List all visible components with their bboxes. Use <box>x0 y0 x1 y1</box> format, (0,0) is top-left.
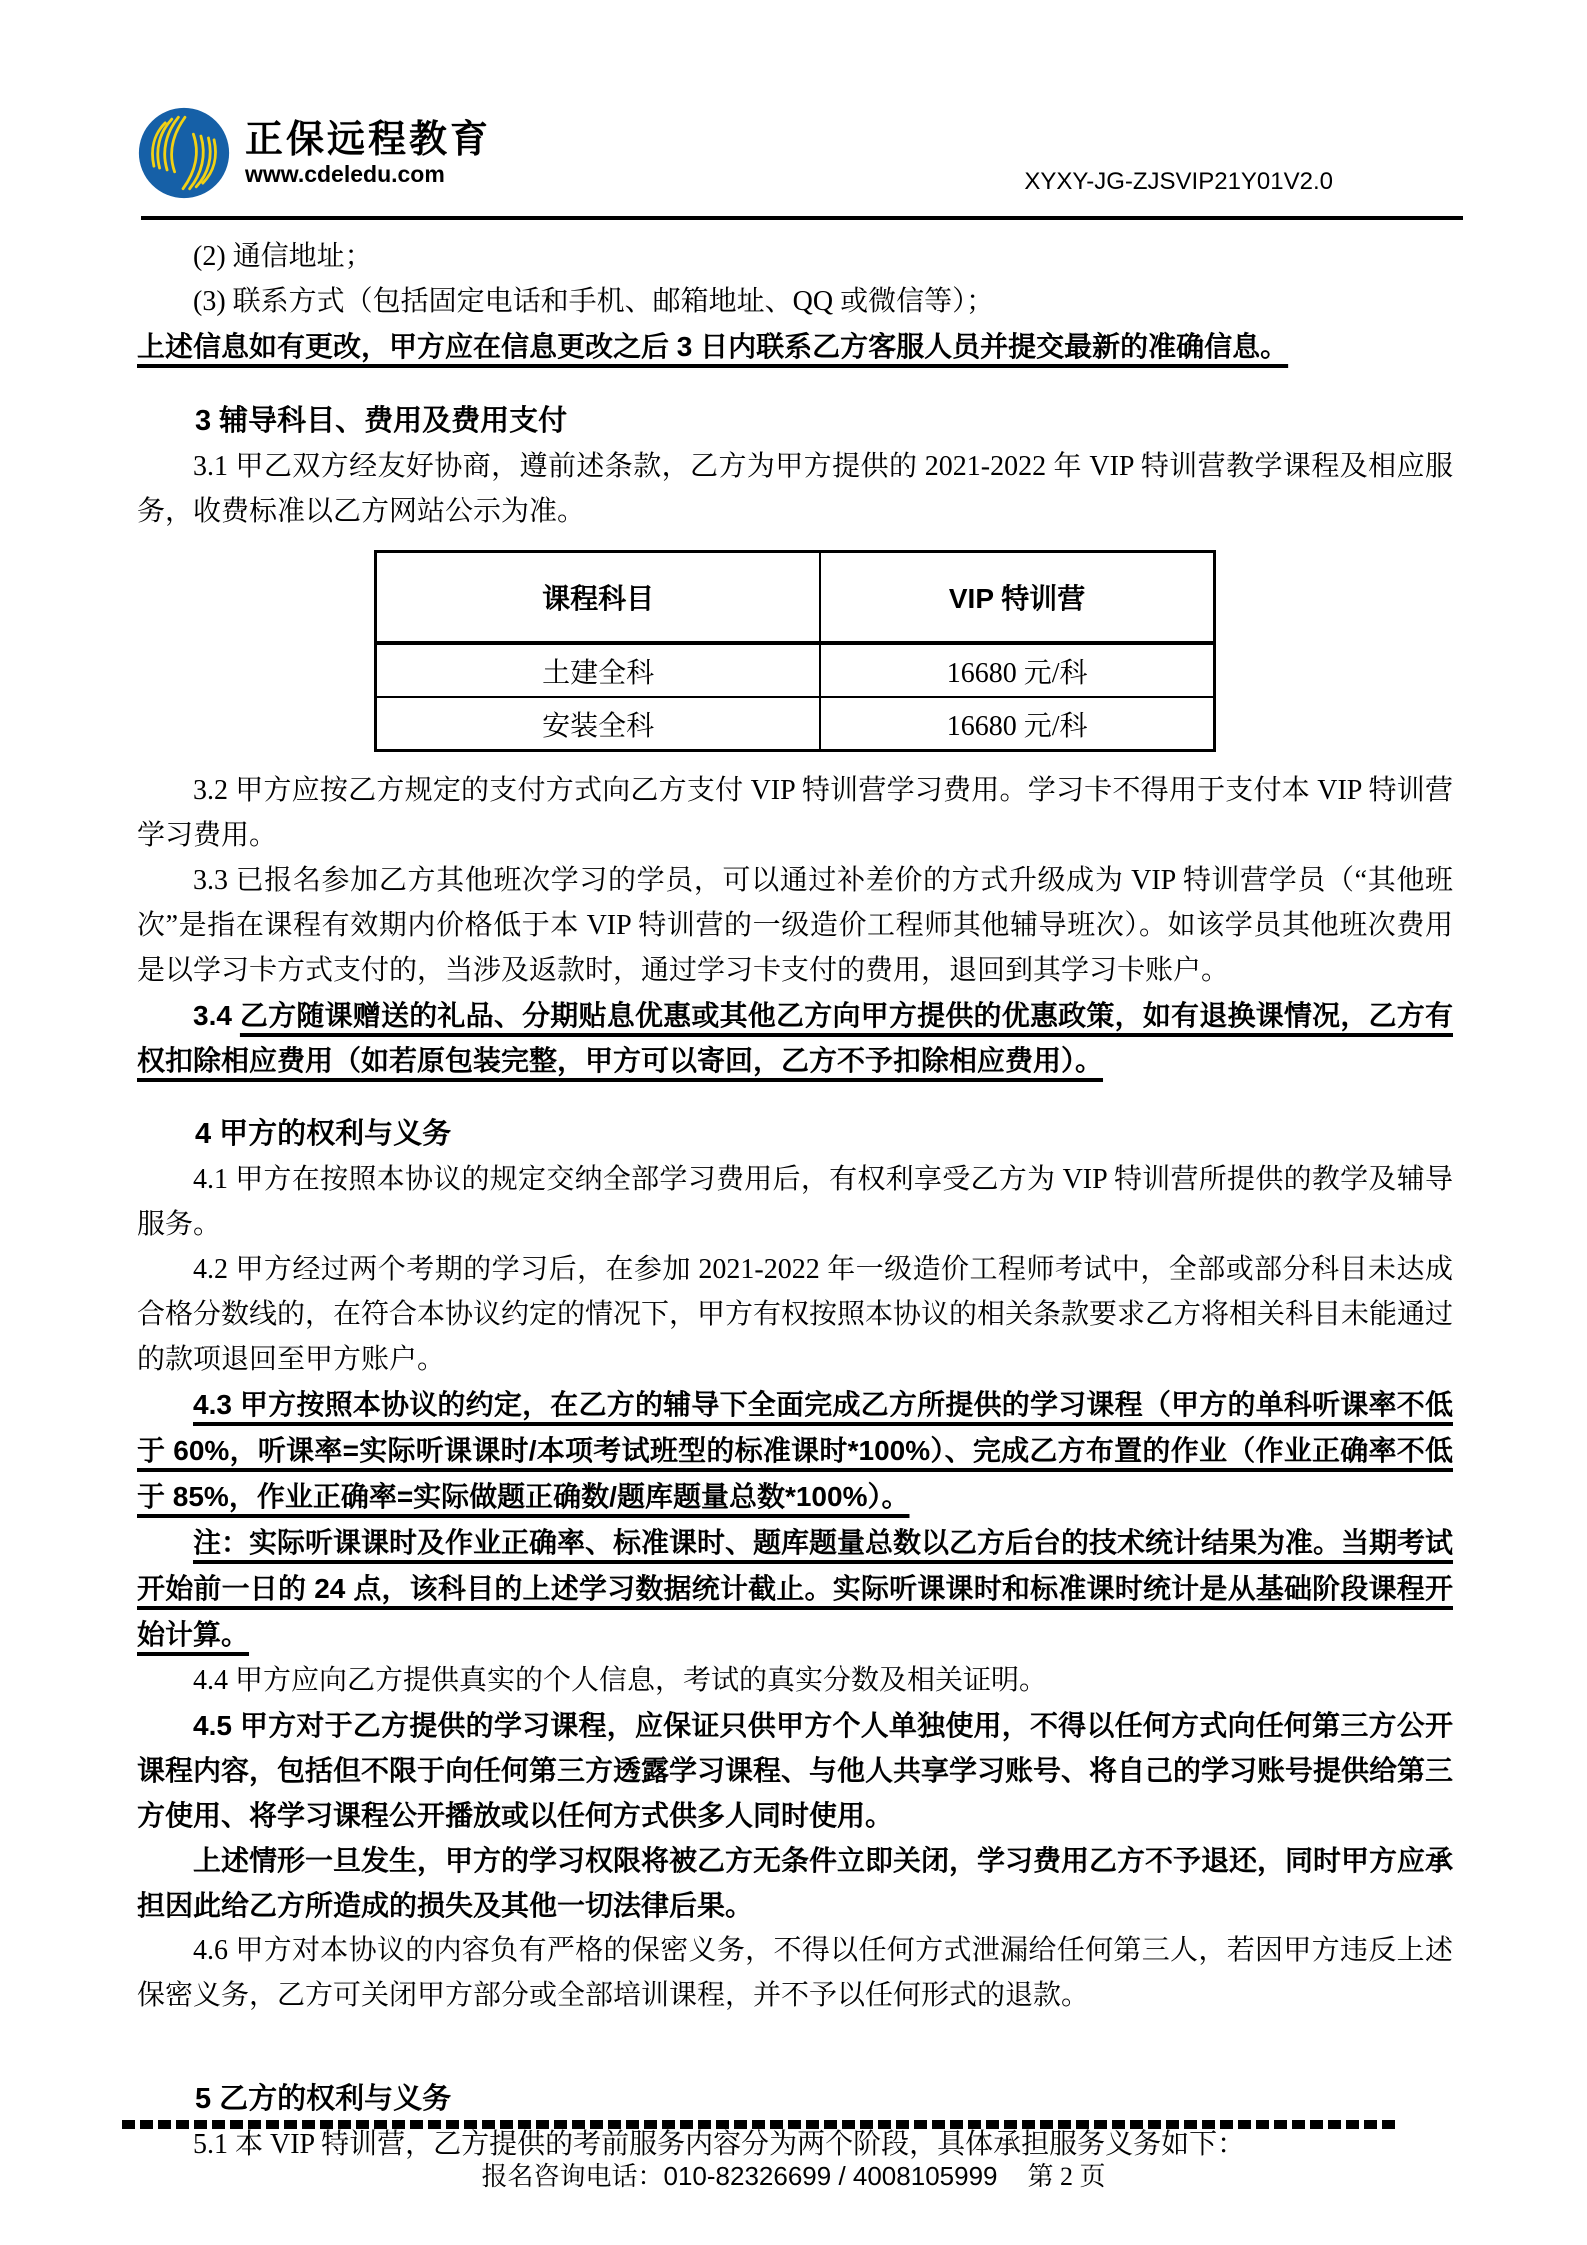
brand-name: 正保远程教育 <box>245 118 492 161</box>
clause-3-4-number: 3.4 <box>193 1000 240 1031</box>
clause-3-3: 3.3 已报名参加乙方其他班次学习的学员，可以通过补差价的方式升级成为 VIP 特训营学员（“其他班次”是指在课程有效期内价格低于本 VIP 特训营的一级造价工程师其他辅导班次）。如该学员其他班次费用是以学习卡方式支付的，当涉及返款时，通过学习卡支付的费用，退回到其学习卡账户。 <box>137 865 1453 986</box>
clause-4-6: 4.6 甲方对本协议的内容负有严格的保密义务，不得以任何方式泄漏给任何第三人，若因甲方违反上述保密义务，乙方可关闭甲方部分或全部培训课程，并不予以任何形式的退款。 <box>137 1935 1453 2011</box>
brand-website: www.cdeledu.com <box>245 161 445 188</box>
clause-3-2: 3.2 甲方应按乙方规定的支付方式向乙方支付 VIP 特训营学习费用。学习卡不得用于支付本 VIP 特训营学习费用。 <box>137 775 1453 851</box>
footer-phone-label: 报名咨询电话： <box>481 2162 664 2191</box>
price-table-header-row <box>376 552 1215 644</box>
clause-4-2: 4.2 甲方经过两个考期的学习后，在参加 2021-2022 年一级造价工程师考试中，全部或部分科目未达成合格分数线的，在符合本协议约定的情况下，甲方有权按照本协议的相关条款要求乙方将相关科目未能通过的款项退回至甲方账户。 <box>137 1254 1454 1375</box>
clause-4-3-note <box>137 1520 1453 1658</box>
clause-3-4-text: 乙方随课赠送的礼品、分期贴息优惠或其他乙方向甲方提供的优惠政策，如有退换课情况，乙方有权扣除相应费用（如若原包装完整，甲方可以寄回，乙方不予扣除相应费用）。 <box>137 1000 1453 1076</box>
subject-cell: 安装全科 <box>376 697 821 751</box>
clause-change-notice: 上述信息如有更改，甲方应在信息更改之后 3 日内联系乙方客服人员并提交最新的准确信息。 <box>137 331 1289 362</box>
spacer <box>137 1083 1453 1111</box>
clause-item-3: (3) 联系方式（包括固定电话和手机、邮箱地址、QQ 或微信等）； <box>193 286 995 317</box>
clause-4-3 <box>137 1382 1453 1520</box>
clause-4-1: 4.1 甲方在按照本协议的规定交纳全部学习费用后，有权利享受乙方为 VIP 特训营所提供的教学及辅导服务。 <box>137 1164 1453 1240</box>
page-number: 第 2 页 <box>1027 2162 1106 2191</box>
page-content <box>137 106 1453 2167</box>
clause-5-1: 5.1 本 VIP 特训营，乙方提供的考前服务内容分为两个阶段，具体承担服务义务如下： <box>193 2129 1246 2160</box>
clause-3-1: 3.1 甲乙双方经友好协商，遵前述条款，乙方为甲方提供的 2021-2022 年 VIP 特训营教学课程及相应服务，收费标准以乙方网站公示为准。 <box>137 451 1453 527</box>
clause-4-3-text: 4.3 甲方按照本协议的约定，在乙方的辅导下全面完成乙方所提供的学习课程（甲方的单科听课率不低于 60%，听课率=实际听课课时/本项考试班型的标准课时*100%）、完成乙方布置的作业（作业正确率不低于 85%，作业正确率=实际做题正确数/题库题量总数*100%）。 <box>137 1389 1453 1512</box>
clause-item-2: (2) 通信地址； <box>193 241 373 272</box>
contract-body <box>137 234 1453 2167</box>
clause-4-4: 4.4 甲方应向乙方提供真实的个人信息，考试的真实分数及相关证明。 <box>193 1665 1048 1696</box>
price-table <box>374 550 1216 752</box>
price-cell: 16680 元/科 <box>820 697 1214 751</box>
clause-4-5-consequence: 上述情形一旦发生，甲方的学习权限将被乙方无条件立即关闭，学习费用乙方不予退还，同时甲方应承担因此给乙方所造成的损失及其他一切法律后果。 <box>137 1845 1454 1921</box>
clause-4-5: 4.5 甲方对于乙方提供的学习课程，应保证只供甲方个人单独使用，不得以任何方式向任何第三方公开课程内容，包括但不限于向任何第三方透露学习课程、与他人共享学习账号、将自己的学习账号提供给第三方使用、将学习课程公开播放或以任何方式供多人同时使用。 <box>137 1710 1454 1831</box>
document-code: XYXY-JG-ZJSVIP21Y01V2.0 <box>1024 168 1333 195</box>
logo-swirl-icon <box>137 106 231 200</box>
section-3-title: 3 辅导科目、费用及费用支付 <box>195 405 568 437</box>
logo-text <box>245 119 491 188</box>
table-row <box>376 643 1215 697</box>
footer-divider <box>122 2120 1395 2129</box>
clause-3-4 <box>137 993 1453 1083</box>
page-header <box>137 106 1453 200</box>
company-logo <box>137 106 491 200</box>
table-row <box>376 697 1215 751</box>
spacer <box>137 2018 1453 2076</box>
spacer <box>137 370 1453 398</box>
section-4-title: 4 甲方的权利与义务 <box>195 1118 452 1150</box>
clause-4-3-note-text: 注：实际听课课时及作业正确率、标准课时、题库题量总数以乙方后台的技术统计结果为准。当期考试开始前一日的 24 点，该科目的上述学习数据统计截止。实际听课课时和标准课时统计是从基础阶段课程开始计算。 <box>137 1527 1454 1650</box>
page-footer <box>0 2156 1587 2193</box>
header-divider <box>141 216 1463 220</box>
footer-phone-numbers: 010-82326699 / 4008105999 <box>663 2161 998 2191</box>
price-table-header-subject: 课程科目 <box>376 552 821 644</box>
section-5-title: 5 乙方的权利与义务 <box>195 2083 452 2115</box>
subject-cell: 土建全科 <box>376 643 821 697</box>
price-cell: 16680 元/科 <box>820 643 1214 697</box>
price-table-header-vip: VIP 特训营 <box>820 552 1214 644</box>
